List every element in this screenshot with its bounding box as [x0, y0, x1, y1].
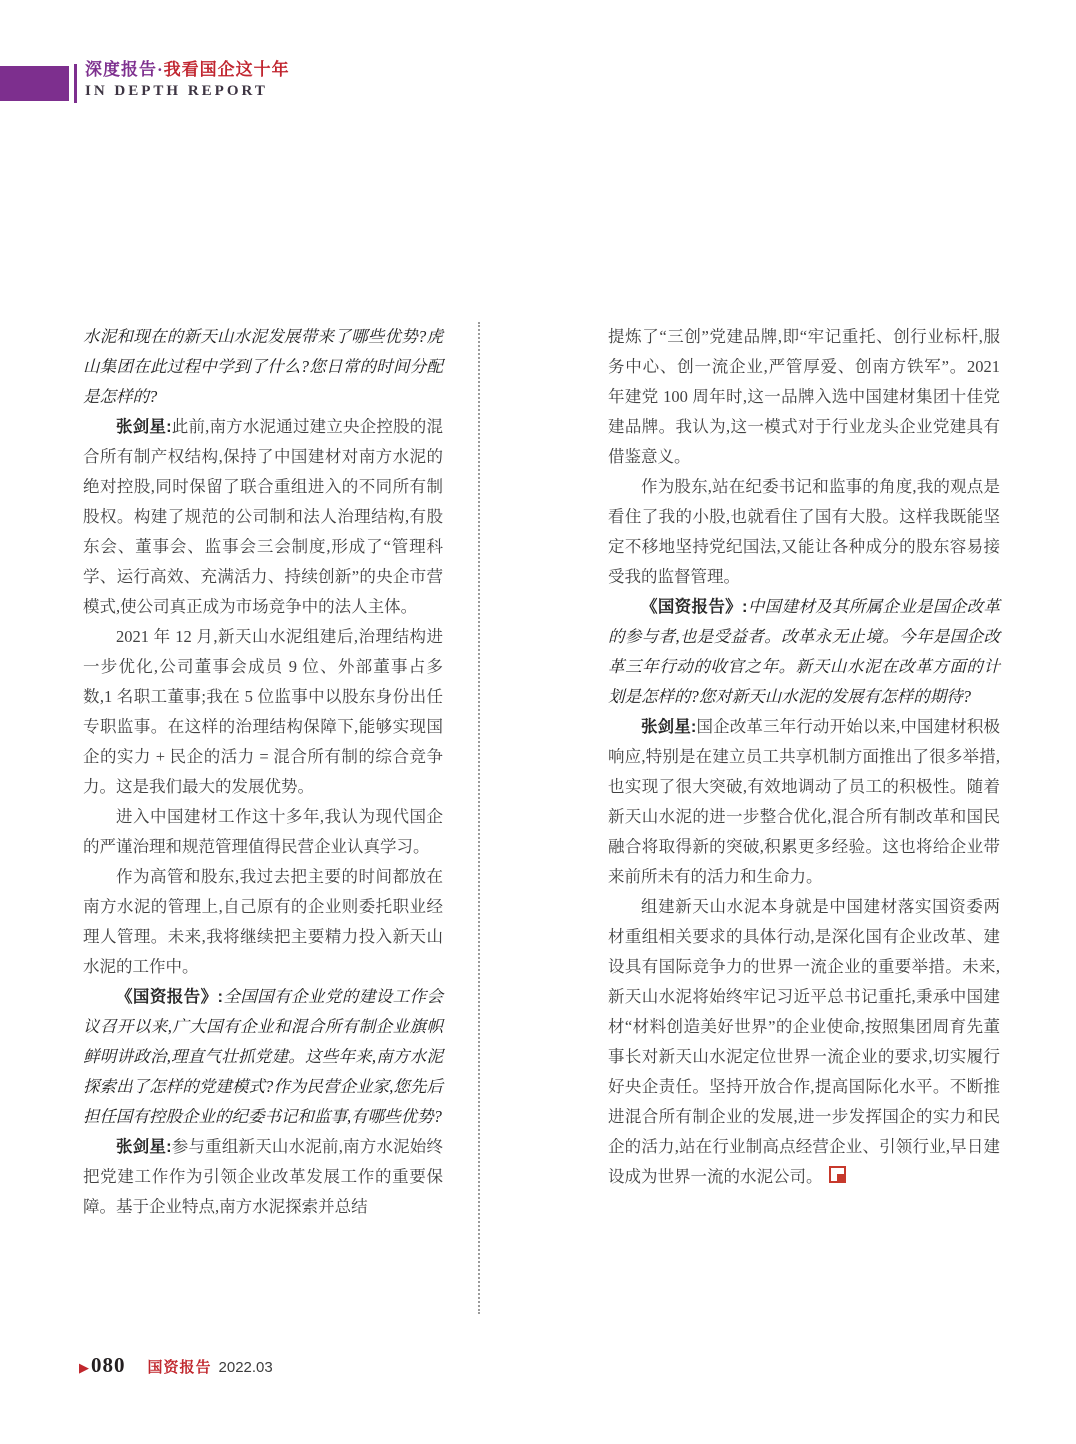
question-paragraph: 《国资报告》:中国建材及其所属企业是国企改革的参与者,也是受益者。改革永无止境。今年是国企改革三年行动的收官之年。新天山水泥在改革方面的计划是怎样的?您对新天山水泥的发展有怎样的期待?: [608, 597, 1001, 706]
speaker-label: 张剑星:: [116, 418, 172, 436]
speaker-label: 张剑星:: [641, 718, 697, 736]
footer-issue-date: 2022.03: [218, 1359, 273, 1376]
answer-paragraph: 张剑星:此前,南方水泥通过建立央企控股的混合所有制产权结构,保持了中国建材对南方水泥的绝对控股,同时保留了联合重组进入的不同所有制股权。构建了规范的公司制和法人治理结构,有股东会、董事会、监事会三会制度,形成了“管理科学、运行高效、充满活力、持续创新”的央企市营模式,使公司真正成为市场竞争中的法人主体。: [83, 417, 443, 616]
footer-page-number: 080: [91, 1353, 126, 1377]
answer-paragraph: 作为股东,站在纪委书记和监事的角度,我的观点是看住了我的小股,也就看住了国有大股。这样我既能坚定不移地坚持党纪国法,又能让各种成分的股东容易接受我的监督管理。: [608, 477, 1000, 586]
answer-paragraph: 张剑星:国企改革三年行动开始以来,中国建材积极响应,特别是在建立员工共享机制方面推出了很多举措,也实现了很大突破,有效地调动了员工的积极性。随着新天山水泥的进一步整合优化,混合所有制改革和国民融合将取得新的突破,积累更多经验。这也将给企业带来前所未有的活力和生命力。: [608, 717, 1000, 886]
answer-paragraph: 提炼了“三创”党建品牌,即“牢记重托、创行业标杆,服务中心、创一流企业,严管厚爱、创南方铁军”。2021 年建党 100 周年时,这一品牌入选中国建材集团十佳党建品牌。我认为,这一模式对于行业龙头企业党建具有借鉴意义。: [608, 327, 1000, 466]
section-title-cn: [85, 61, 290, 78]
speaker-label: 《国资报告》:: [116, 988, 224, 1006]
question-paragraph: 水泥和现在的新天山水泥发展带来了哪些优势?虎山集团在此过程中学到了什么?您日常的时间分配是怎样的?: [83, 327, 443, 406]
answer-paragraph: 组建新天山水泥本身就是中国建材落实国资委两材重组相关要求的具体行动,是深化国有企业改革、建设具有国际竞争力的世界一流企业的重要举措。未来,新天山水泥将始终牢记习近平总书记重托,秉承中国建材“材料创造美好世界”的企业使命,按照集团周育先董事长对新天山水泥定位世界一流企业的要求,切实履行好央企责任。坚持开放合作,提高国际化水平。不断推进混合所有制企业的发展,进一步发挥国企的实力和民企的活力,站在行业制高点经营企业、引领行业,早日建设成为世界一流的水泥公司。: [608, 897, 1000, 1186]
header-text: [85, 61, 290, 99]
left-column: [83, 322, 443, 1222]
speaker-label: 张剑星:: [116, 1138, 172, 1156]
page-footer: [79, 1353, 273, 1378]
answer-paragraph: 张剑星:参与重组新天山水泥前,南方水泥始终把党建工作作为引领企业改革发展工作的重要保障。基于企业特点,南方水泥探索并总结: [83, 1137, 443, 1216]
footer-magazine-name: 国资报告: [147, 1360, 212, 1376]
column-divider: [478, 322, 480, 1314]
header-accent-block: [0, 66, 69, 101]
answer-paragraph: 进入中国建材工作这十多年,我认为现代国企的严谨治理和规范管理值得民营企业认真学习。: [83, 807, 443, 856]
section-title-cn-red: 我看国企这十年: [163, 60, 290, 79]
article-end-icon: [829, 1166, 846, 1183]
footer-triangle-icon: ▶: [79, 1361, 89, 1376]
speaker-label: 《国资报告》:: [641, 598, 748, 616]
header-vertical-rule: [74, 64, 77, 103]
right-column: [608, 322, 1000, 1192]
section-title-en: IN DEPTH REPORT: [85, 83, 268, 99]
answer-paragraph: 作为高管和股东,我过去把主要的时间都放在南方水泥的管理上,自己原有的企业则委托职业经理人管理。未来,我将继续把主要精力投入新天山水泥的工作中。: [83, 867, 443, 976]
section-title-cn-purple: 深度报告·: [85, 60, 164, 79]
article-end-icon-fill: [837, 1174, 844, 1181]
answer-paragraph: 2021 年 12 月,新天山水泥组建后,治理结构进一步优化,公司董事会成员 9 位、外部董事占多数,1 名职工董事;我在 5 位监事中以股东身份出任专职监事。在这样的治理结构保障下,能够实现国企的实力 + 民企的活力 = 混合所有制的综合竞争力。这是我们最大的发展优势。: [83, 627, 443, 796]
question-paragraph: 《国资报告》:全国国有企业党的建设工作会议召开以来,广大国有企业和混合所有制企业旗帜鲜明讲政治,理直气壮抓党建。这些年来,南方水泥探索出了怎样的党建模式?作为民营企业家,您先后担任国有控股企业的纪委书记和监事,有哪些优势?: [83, 987, 444, 1126]
